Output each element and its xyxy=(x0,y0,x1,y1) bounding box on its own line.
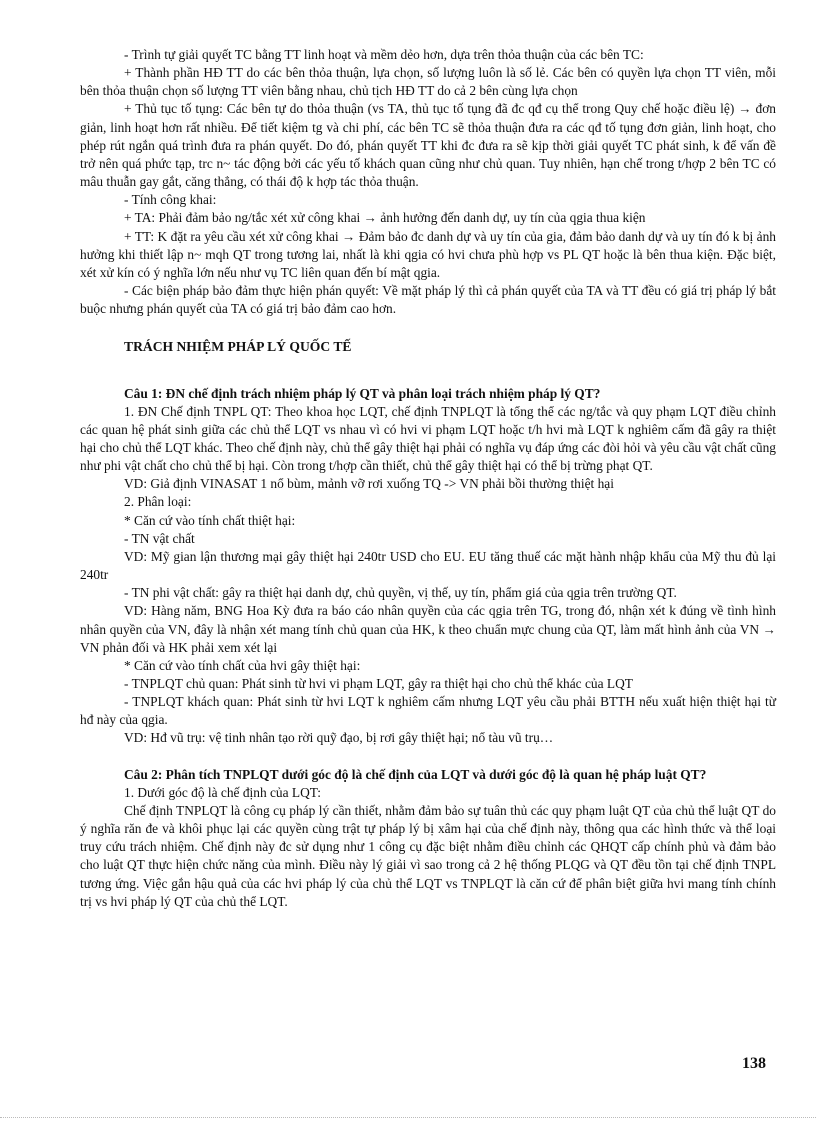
paragraph: + Thủ tục tố tụng: Các bên tự do thỏa thuận (vs TA, thủ tục tố tụng đã đc qđ cụ thể trong Quy chế hoặc điều lệ) → đơn giản, linh hoạt hơn rất nhiều. Để tiết kiệm tg và chi phí, các bên TC sẽ thỏa thuận đưa ra các qđ tố tụng đơn giản, linh hoạt, cho phép rút ngắn quá trình đưa ra phán quyết. Do đó, phán quyết TT khi đc đưa ra sẽ kịp thời giải quyết TC phát sinh, k để vấn đề trở nên quá phức tạp, trc n~ tác động bởi các yếu tố khách quan cũng như chủ quan. Tuy nhiên, hạn chế trong t/hợp 2 bên TC có mâu thuẫn gay gắt, căng thẳng, có thái độ k hợp tác thỏa thuận. xyxy=(80,101,776,190)
document-body xyxy=(80,46,776,911)
paragraph: * Căn cứ vào tính chất của hvi gây thiệt hại: xyxy=(124,657,361,673)
paragraph: VD: Mỹ gian lận thương mại gây thiệt hại 240tr USD cho EU. EU tăng thuế các mặt hành nhập khẩu của Mỹ thu đủ lại 240tr xyxy=(80,548,776,583)
paragraph: - Tính công khai: xyxy=(124,192,217,208)
paragraph: + Thành phần HĐ TT do các bên thỏa thuận, lựa chọn, số lượng luôn là số lẻ. Các bên có quyền lựa chọn TT viên, mỗi bên thỏa thuận chọn số lượng TT viên bằng nhau, chủ tịch HĐ TT do cả 2 bên cùng lựa chọn xyxy=(80,65,776,99)
paragraph: - TNPLQT chủ quan: Phát sinh từ hvi vi phạm LQT, gây ra thiệt hại cho chủ thể khác của LQT xyxy=(124,676,633,691)
section-heading: TRÁCH NHIỆM PHÁP LÝ QUỐC TẾ xyxy=(124,339,352,355)
paragraph: - Các biện pháp bảo đảm thực hiện phán quyết: Về mặt pháp lý thì cả phán quyết của TA và TT đều có giá trị pháp lý bắt buộc nhưng phán quyết của TA có giá trị bảo đảm cao hơn. xyxy=(80,283,776,317)
page-divider xyxy=(0,1117,816,1118)
paragraph: VD: Hàng năm, BNG Hoa Kỳ đưa ra báo cáo nhân quyền của các qgia trên TG, trong đó, nhận xét k đúng về tình hình nhân quyền của VN, đây là nhận xét mang tính chủ quan của HK, k theo chuẩn mực chung của QT, làm mất hình ảnh của VN → VN phản đối và HK phải xem xét lại xyxy=(80,603,776,655)
paragraph: - Trình tự giải quyết TC bằng TT linh hoạt và mềm dẻo hơn, dựa trên thỏa thuận của các bên TC: xyxy=(124,47,644,62)
paragraph: * Căn cứ vào tính chất thiệt hại: xyxy=(124,512,296,528)
paragraph: + TA: Phải đảm bảo ng/tắc xét xử công khai → ảnh hưởng đến danh dự, uy tín của qgia thua kiện xyxy=(124,210,646,226)
page-number: 138 xyxy=(742,1055,766,1072)
question-heading: Câu 2: Phân tích TNPLQT dưới góc độ là chế định của LQT và dưới góc độ là quan hệ pháp luật QT? xyxy=(124,766,707,782)
paragraph: Chế định TNPLQT là công cụ pháp lý cần thiết, nhằm đảm bảo sự tuân thủ các quy phạm luật QT của chủ thể luật QT do ý nghĩa răn đe và khôi phục lại các quyền cùng trật tự pháp lý bị xâm hại của chế định này, thông qua các hình thức và thể loại truy cứu trách nhiệm. Chế định này đc sử dụng như 1 công cụ đặc biệt nhằm điều chỉnh các QHQT cấp chính phủ và đảm bảo cho luật QT thực hiện chức năng của mình. Điều này lý giải vì sao trong cả 2 hệ thống PLQG và QT đều tồn tại chế định TNPL tương ứng. Việc gắn hậu quả của các hvi pháp lý của chủ thể LQT vs TNPLQT là căn cứ để phân biệt giữa hvi mang tính chính trị vs hvi pháp lý QT của chủ thể LQT. xyxy=(80,802,776,909)
paragraph: - TN vật chất xyxy=(124,530,195,546)
paragraph: 1. ĐN Chế định TNPL QT: Theo khoa học LQT, chế định TNPLQT là tổng thể các ng/tắc và quy phạm LQT điều chỉnh các quan hệ phát sinh giữa các chủ thể LQT vs nhau vì có hvi vi phạm LQT hoặc t/h hvi mà LQT k nghiêm cấm đã gây ra thiệt hại cho chủ thể LQT khác. Theo chế định này, chủ thể gây thiệt hại phải có nghĩa vụ đáp ứng các đòi hỏi và yêu cầu vật chất cũng như phi vật chất cho chủ thể bị hại. Còn trong t/hợp cần thiết, chủ thể gây thiệt hại có thể bị trừng phạt QT. xyxy=(80,403,776,474)
paragraph: VD: Hđ vũ trụ: vệ tinh nhân tạo rời quỹ đạo, bị rơi gây thiệt hại; nổ tàu vũ trụ… xyxy=(124,730,554,746)
paragraph: - TN phi vật chất: gây ra thiệt hại danh dự, chủ quyền, vị thế, uy tín, phẩm giá của qgia trên trường QT. xyxy=(124,585,677,601)
paragraph: + TT: K đặt ra yêu cầu xét xử công khai → Đảm bảo đc danh dự và uy tín của gia, đảm bảo danh dự và uy tín đó k bị ảnh hưởng khi thiết lập n~ mqh QT trong tương lai, nhất là khi qgia có hvi chưa phù hợp vs PL QT hoặc là bên thua kiện. Đặc biệt, xét xử kín có ý nghĩa lớn nếu như vụ TC liên quan đến bí mật qgia. xyxy=(80,228,776,280)
paragraph: - TNPLQT khách quan: Phát sinh từ hvi LQT k nghiêm cấm nhưng LQT yêu cầu phải BTTH nếu xuất hiện thiệt hại từ hđ này của qgia. xyxy=(80,694,776,728)
paragraph: 1. Dưới góc độ là chế định của LQT: xyxy=(124,784,321,800)
question-heading: Câu 1: ĐN chế định trách nhiệm pháp lý QT và phân loại trách nhiệm pháp lý QT? xyxy=(124,385,601,401)
paragraph: 2. Phân loại: xyxy=(124,494,192,510)
paragraph: VD: Giả định VINASAT 1 nổ bùm, mảnh vỡ rơi xuống TQ -> VN phải bồi thường thiệt hại xyxy=(124,476,614,492)
